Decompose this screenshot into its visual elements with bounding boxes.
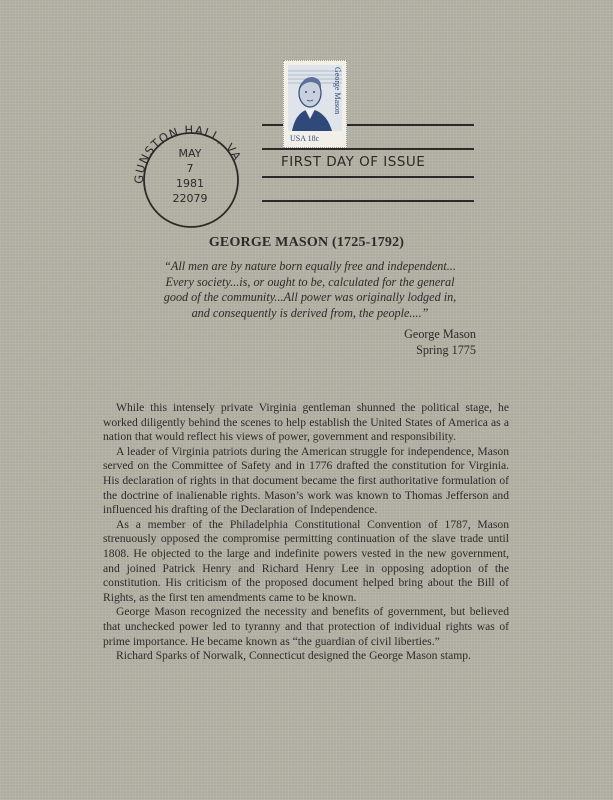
postmark-town: GUNSTON HALL, VA xyxy=(131,122,245,185)
first-day-of-issue: FIRST DAY OF ISSUE xyxy=(281,154,426,170)
postmark-date xyxy=(155,134,225,206)
cancel-line xyxy=(262,148,474,150)
body-text xyxy=(103,401,509,664)
postmark-zip: 22079 xyxy=(172,192,208,205)
quote-line: good of the community...All power was originally lodged in, xyxy=(163,290,457,304)
stamp-name: George Mason xyxy=(333,67,342,115)
postage-stamp xyxy=(283,60,347,148)
postmark xyxy=(125,120,275,238)
paragraph: As a member of the Philadelphia Constitutional Convention of 1787, Mason strenuously opposed the compromise permitting continuation of the slave trade until 1808. He objected to the large and indefinite powers vested in the new government, and joined Patrick Henry and Richard Henry Lee in opposing adoption of the constitution. His criticism of the proposed document helped bring about the Bill of Rights, as the first ten amendments came to be known. xyxy=(103,517,509,604)
quote-line: “All men are by nature born equally free and independent... xyxy=(164,259,456,273)
paragraph: Richard Sparks of Norwalk, Connecticut designed the George Mason stamp. xyxy=(116,649,471,663)
postmark-day: 7 xyxy=(186,162,194,175)
quote-author: George Mason xyxy=(404,327,476,341)
page-title: GEORGE MASON (1725-1792) xyxy=(208,235,405,250)
postmark-year: 1981 xyxy=(176,177,204,190)
postmark-month: MAY xyxy=(178,147,202,160)
paragraph: A leader of Virginia patriots during the American struggle for independence, Mason served on the Committee of Safety and in 1776 drafted the constitution for Virginia. His declaration of rights in that document became the first authoritative formulation of the doctrine of inalienable rights. Mason’s work was known to Thomas Jefferson and influenced his drafting of the Declaration of Independence. xyxy=(103,444,509,517)
cancel-line xyxy=(262,200,474,202)
quote-date: Spring 1775 xyxy=(416,342,476,357)
paragraph: While this intensely private Virginia gentleman shunned the political stage, he worked diligently behind the scenes to help establish the United States of America as a nation that would reflect his views of power, government and responsibility. xyxy=(103,401,509,444)
stamp-denomination: USA 18c xyxy=(290,134,320,143)
cancel-line xyxy=(262,176,474,178)
quote-line: Every society...is, or ought to be, calculated for the general xyxy=(165,274,455,289)
paragraph: George Mason recognized the necessity and benefits of government, but believed that unchecked power led to tyranny and that protection of individual rights was of prime importance. He became known as “the guardian of civil liberties.” xyxy=(103,605,509,648)
quote-line: and consequently is derived from, the people....” xyxy=(191,305,429,320)
quote xyxy=(100,259,520,321)
quote-attribution xyxy=(380,327,476,358)
